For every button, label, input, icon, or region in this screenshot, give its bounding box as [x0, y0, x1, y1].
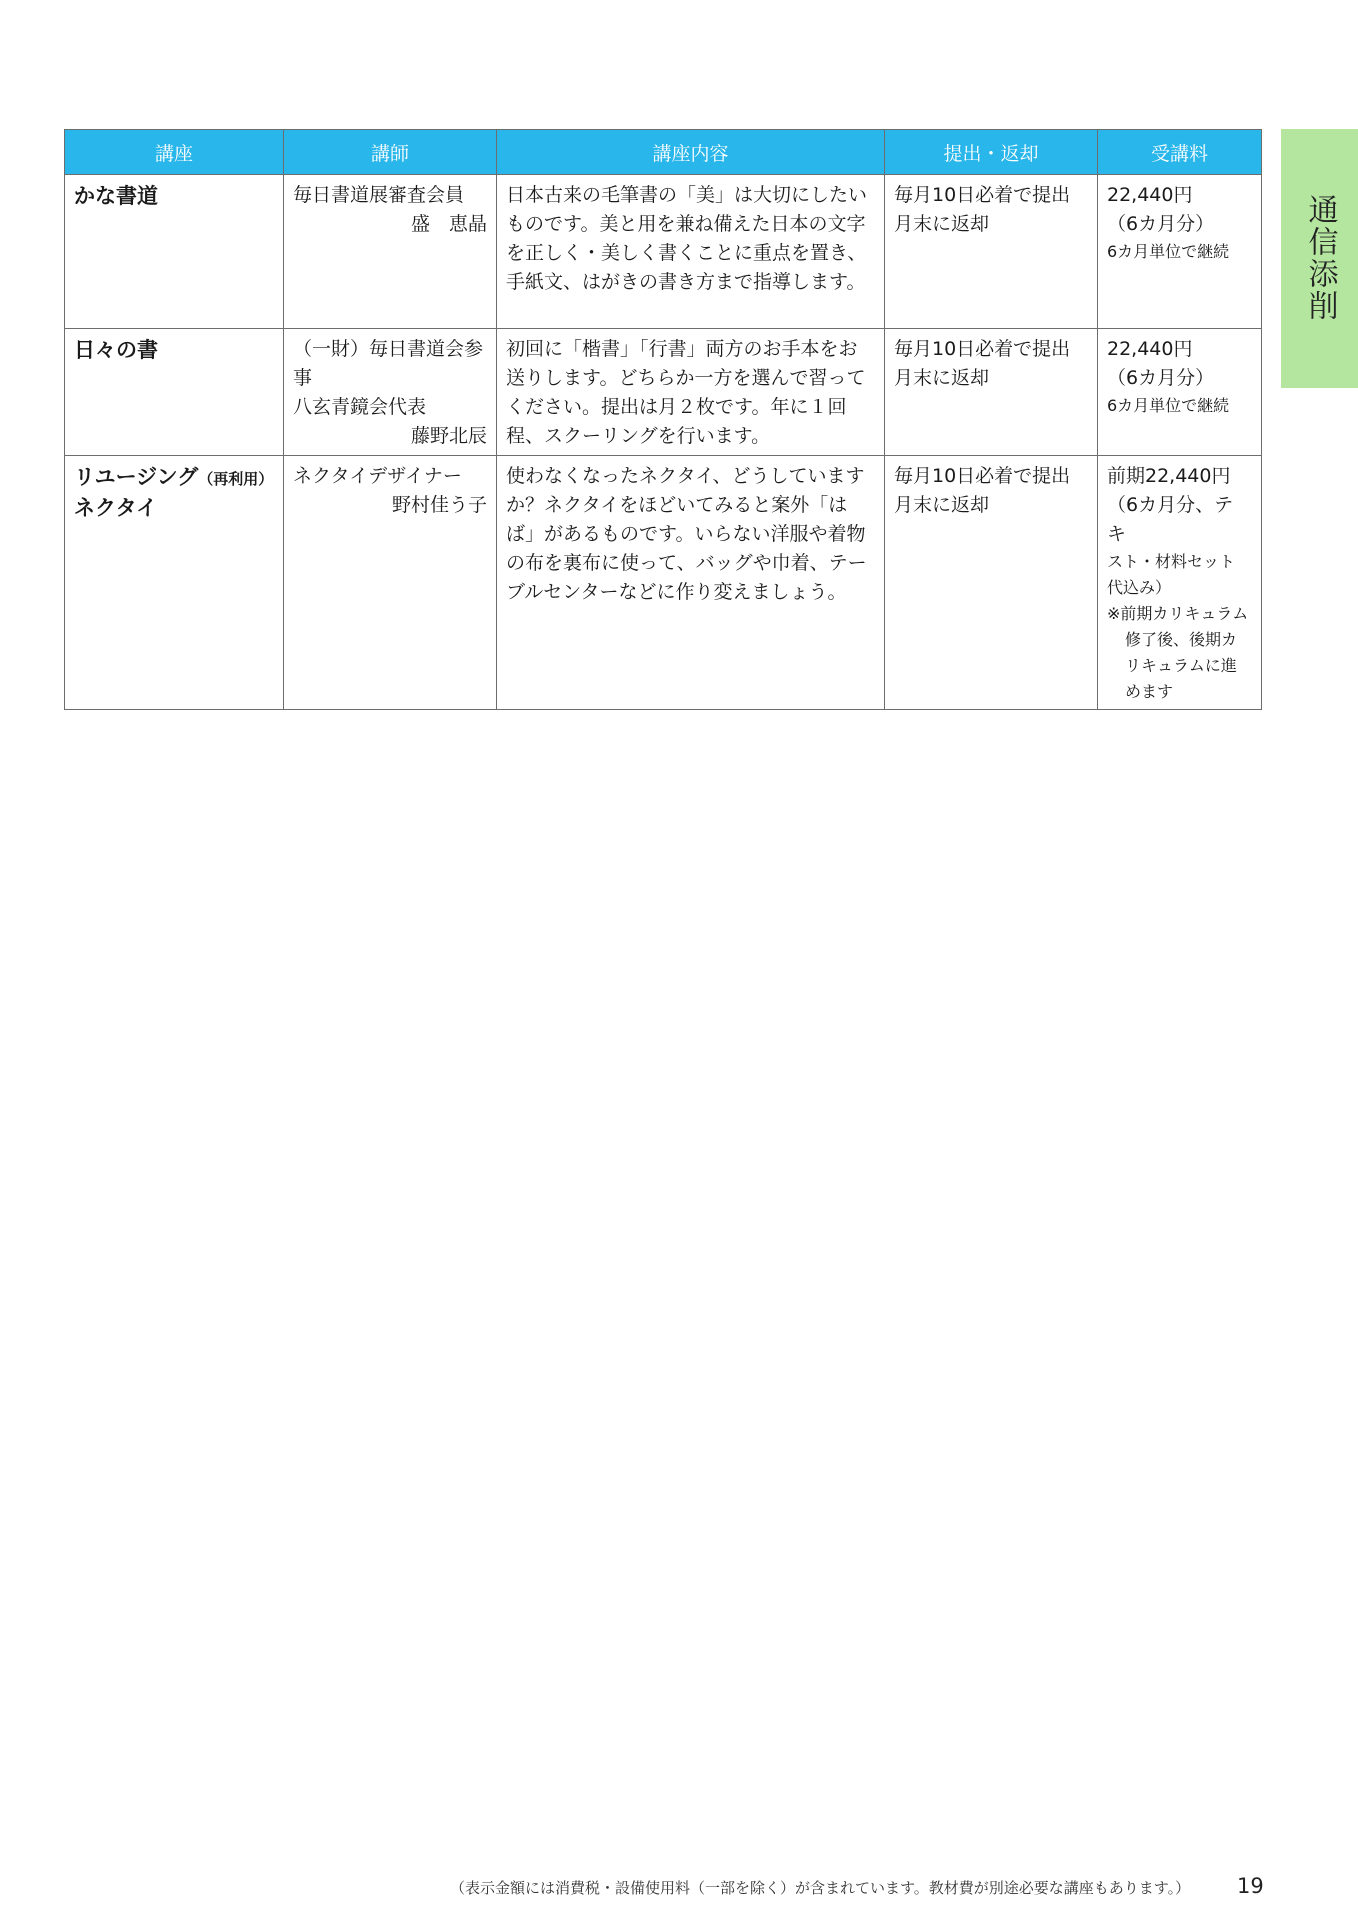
course-table	[64, 129, 1262, 710]
submission-deadline: 毎月10日必着で提出	[894, 184, 1071, 206]
fee-detail: （6カ月分）	[1107, 213, 1215, 235]
fee-note: 6カ月単位で継続	[1107, 242, 1230, 261]
instructor-name: 盛 恵晶	[410, 213, 487, 235]
fee-detail: 代込み）	[1107, 578, 1172, 597]
instructor-title: （一財）毎日書道会参事	[293, 338, 484, 389]
course-title: 日々の書	[74, 338, 158, 362]
header-fee: 受講料	[1098, 130, 1262, 175]
header-instructor: 講師	[284, 130, 497, 175]
return-schedule: 月末に返却	[894, 213, 990, 235]
instructor-cell	[284, 456, 497, 710]
instructor-title: 毎日書道展審査会員	[293, 184, 465, 206]
header-content: 講座内容	[497, 130, 885, 175]
course-content: 使わなくなったネクタイ、どうしていますか？ネクタイをほどいてみると案外「はば」があるものです。いらない洋服や着物の布を裏布に使って、バッグや巾着、テーブルセンターなどに作り変えましょう。	[497, 456, 885, 710]
table-row	[65, 456, 1262, 710]
fee-amount: 前期22,440円	[1107, 465, 1231, 487]
course-content: 日本古来の毛筆書の「美」は大切にしたいものです。美と用を兼ね備えた日本の文字を正しく・美しく書くことに重点を置き、手紙文、はがきの書き方まで指導します。	[497, 175, 885, 329]
submission-cell	[885, 456, 1098, 710]
fee-detail: （6カ月分）	[1107, 367, 1215, 389]
section-tab-label: 通信添削	[1302, 194, 1338, 322]
header-course: 講座	[65, 130, 284, 175]
fee-cell	[1098, 329, 1262, 456]
footer-note: （表示金額には消費税・設備使用料（一部を除く）が含まれています。教材費が別途必要な講座もあります。）	[450, 1879, 1191, 1897]
fee-cell	[1098, 175, 1262, 329]
instructor-cell	[284, 329, 497, 456]
course-content: 初回に「楷書」「行書」両方のお手本をお送りします。どちらか一方を選んで習ってください。提出は月２枚です。年に１回程、スクーリングを行います。	[497, 329, 885, 456]
section-tab	[1281, 129, 1358, 388]
course-name	[65, 175, 284, 329]
course-title-note: （再利用）	[198, 470, 274, 488]
fee-detail: スト・材料セット	[1107, 552, 1236, 571]
course-name	[65, 456, 284, 710]
return-schedule: 月末に返却	[894, 494, 990, 516]
fee-cell	[1098, 456, 1262, 710]
fee-amount: 22,440円	[1107, 184, 1193, 206]
header-row	[65, 130, 1262, 175]
instructor-name: 野村佳う子	[391, 494, 487, 516]
course-name	[65, 329, 284, 456]
table-row	[65, 175, 1262, 329]
fee-note: 6カ月単位で継続	[1107, 396, 1230, 415]
submission-deadline: 毎月10日必着で提出	[894, 465, 1071, 487]
page-number: 19	[1237, 1874, 1264, 1898]
course-title: リユージング	[74, 465, 199, 489]
fee-remark: ※前期カリキュラム修了後、後期カリキュラムに進めます	[1107, 604, 1249, 701]
instructor-cell	[284, 175, 497, 329]
submission-cell	[885, 175, 1098, 329]
submission-deadline: 毎月10日必着で提出	[894, 338, 1071, 360]
course-title-line2: ネクタイ	[74, 496, 158, 520]
table-row	[65, 329, 1262, 456]
header-submission: 提出・返却	[885, 130, 1098, 175]
instructor-title: ネクタイデザイナー	[293, 465, 462, 487]
fee-amount: 22,440円	[1107, 338, 1193, 360]
instructor-name: 藤野北辰	[410, 425, 487, 447]
return-schedule: 月末に返却	[894, 367, 990, 389]
fee-detail: （6カ月分、テキ	[1107, 494, 1234, 545]
submission-cell	[885, 329, 1098, 456]
course-title: かな書道	[74, 184, 158, 208]
instructor-title: 八玄青鏡会代表	[293, 396, 427, 418]
